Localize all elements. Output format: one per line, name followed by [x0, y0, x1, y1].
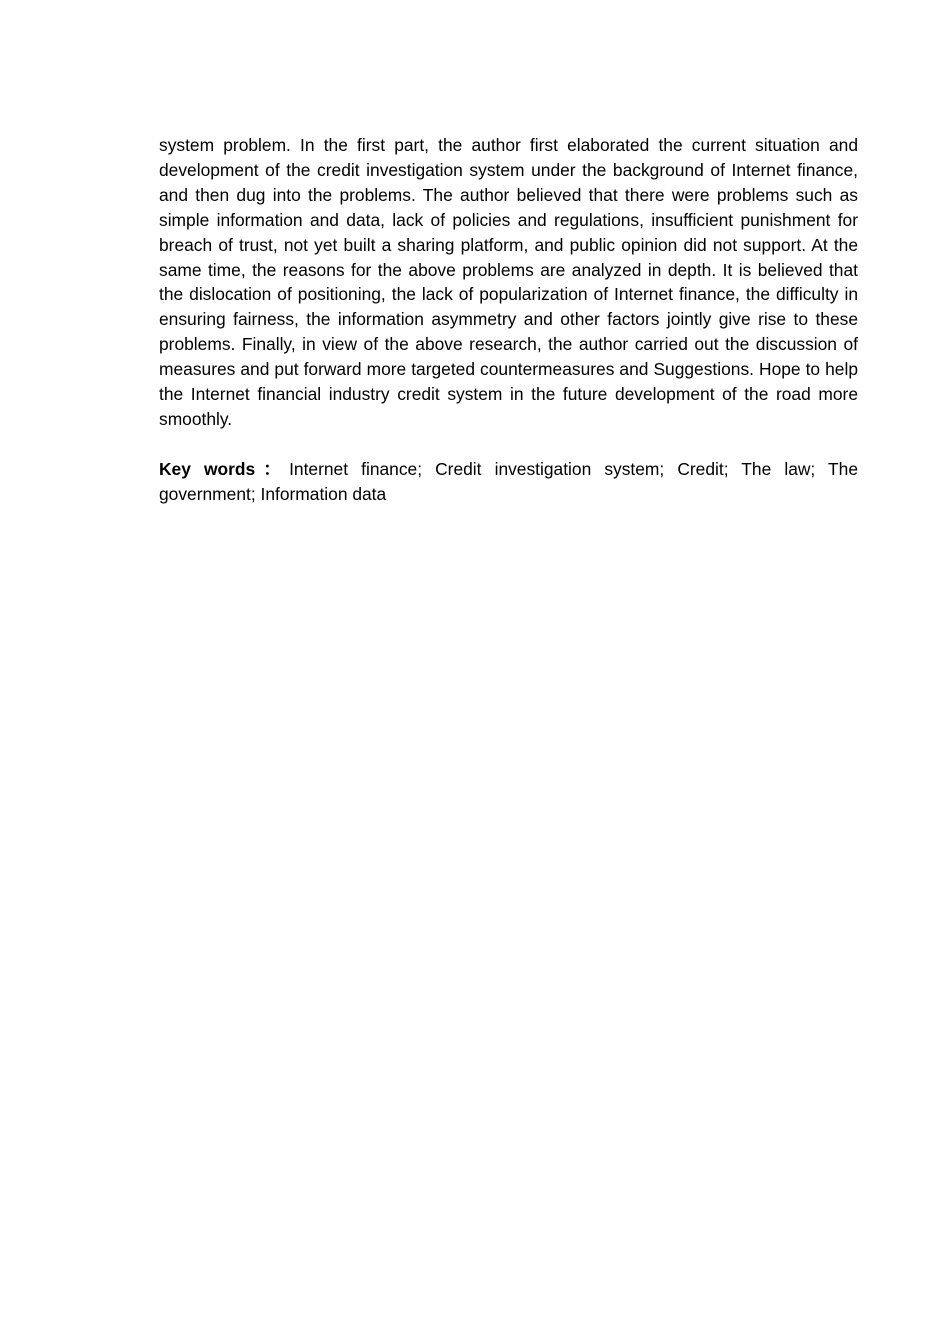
abstract-section — [159, 133, 858, 507]
abstract-paragraph: system problem. In the first part, the author first elaborated the current situation and development of the credit investigation system under the background of Internet finance, and then dug into the problems. The author believed that there were problems such as simple information and data, lack of policies and regulations, insufficient punishment for breach of trust, not yet built a sharing platform, and public opinion did not support. At the same time, the reasons for the above problems are analyzed in depth. It is believed that the dislocation of positioning, the lack of popularization of Internet finance, the difficulty in ensuring fairness, the information asymmetry and other factors jointly give rise to these problems. Finally, in view of the above research, the author carried out the discussion of measures and put forward more targeted countermeasures and Suggestions. Hope to help the Internet financial industry credit system in the future development of the road more smoothly. — [159, 135, 858, 429]
keywords-label: Key words： — [159, 458, 290, 479]
keywords-paragraph — [159, 457, 858, 507]
keywords-text: Internet finance; Credit investigation system; Credit; The law; The government; Information data — [159, 458, 858, 504]
